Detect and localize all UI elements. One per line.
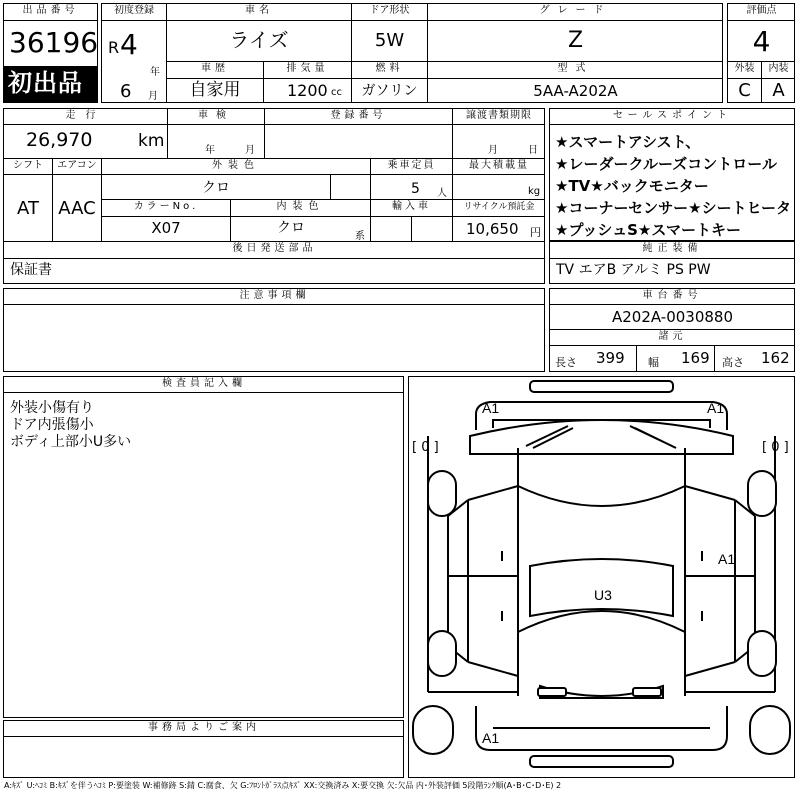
inspector-label: 検査員記入欄 — [162, 378, 246, 389]
first-listing-label: 初出品 — [8, 69, 83, 97]
width: 169 — [681, 349, 710, 367]
damage-legend: A:ｷｽﾞ U:ﾍｺﾐ B:ｷｽﾞを伴うﾍｺﾐ P:要塗装 W:補修跡 S:錆 C:腐食、欠 G:ﾌﾛﾝﾄｶﾞﾗｽ点ｷｽﾞ XX:交換済み X:要交換 欠:欠品 内･外装評価 5段階ﾗﾝｸ順(A･B･C･D･E) 2 — [4, 781, 562, 790]
sales-points-label: セールスポイント — [612, 110, 733, 121]
shift: AT — [17, 198, 39, 219]
sales-point: ★スマートアシスト、 — [555, 133, 701, 151]
history-label: 車歴 — [201, 63, 229, 74]
model-label: 型式 — [557, 63, 594, 74]
height: 162 — [761, 349, 790, 367]
length: 399 — [596, 349, 625, 367]
mileage: 26,970 — [26, 129, 93, 151]
office-label: 事務局よりご案内 — [148, 722, 260, 733]
equipment-label: 純正装備 — [642, 243, 703, 254]
chassis-label: 車台番号 — [642, 290, 703, 301]
chassis-number: A202A-0030880 — [611, 308, 734, 326]
ext-score-label: 外装 — [734, 63, 755, 74]
int-score: A — [772, 80, 785, 101]
fuel-label: 燃料 — [375, 63, 404, 74]
inspection-label: 車検 — [198, 110, 234, 121]
transfer-doc-label: 譲渡書類期限 — [466, 110, 532, 121]
color: クロ — [202, 180, 230, 196]
color-label: 外装色 — [212, 160, 260, 171]
ext-score: C — [738, 80, 751, 101]
reg-month-unit: 月 — [148, 91, 158, 102]
damage-front-left: A1 — [482, 400, 500, 416]
transfer-day-unit: 日 — [528, 145, 538, 156]
recycle-unit: 円 — [530, 226, 541, 239]
later-parts-item: 保証書 — [10, 262, 52, 278]
score: 4 — [752, 25, 771, 58]
damage-rear-left: A1 — [482, 730, 500, 746]
width-label: 幅 — [648, 356, 659, 369]
damage-roof: U3 — [594, 587, 612, 603]
length-label: 長さ — [555, 356, 577, 369]
notes-label: 注意事項欄 — [239, 290, 310, 301]
seats: 5 — [411, 181, 420, 197]
recycle-fee: 10,650 — [466, 220, 519, 238]
reg-month: 6 — [120, 81, 132, 102]
max-load-label: 最大積載量 — [469, 160, 529, 171]
car-name-label: 車名 — [245, 5, 273, 16]
transfer-month-unit: 月 — [488, 145, 498, 156]
mileage-unit: km — [138, 131, 165, 151]
damage-front-right: A1 — [707, 400, 725, 416]
aircon-label: エアコン — [57, 160, 97, 171]
sales-point: ★TV★バックモニター — [555, 177, 709, 195]
int-color-label: 内装色 — [276, 201, 325, 212]
door-label: ドア形状 — [369, 5, 410, 16]
int-score-label: 内装 — [768, 63, 789, 74]
inspection-month-unit: 月 — [245, 145, 255, 156]
mileage-label: 走行 — [65, 110, 106, 121]
lot-number: 36196 — [9, 26, 99, 59]
inspector-note: 外装小傷有り — [10, 400, 94, 416]
grade: Z — [567, 28, 584, 53]
grade-label: グレード — [539, 5, 612, 16]
damage-bumper-left: [ 0 ] — [412, 440, 439, 455]
damage-door-right: A1 — [718, 551, 736, 567]
score-label: 評価点 — [746, 5, 777, 16]
dims-label: 諸元 — [658, 331, 687, 342]
sales-point: ★レーダークルーズコントロール — [555, 155, 777, 173]
seats-label: 乗車定員 — [387, 160, 436, 171]
reg-year-unit: 年 — [150, 67, 160, 78]
recycle-label: リサイクル預託金 — [463, 202, 535, 212]
color-no-label: カラーNo. — [133, 201, 199, 212]
sales-point: ★コーナーセンサー★シートヒータ — [555, 199, 791, 217]
fuel: ガソリン — [361, 83, 418, 99]
shift-label: シフト — [13, 160, 43, 171]
reg-year: 4 — [120, 28, 138, 61]
sales-point: ★プッシュS★スマートキー — [555, 221, 742, 239]
model-code: 5AA-A202A — [533, 82, 618, 100]
max-load-unit: kg — [528, 186, 541, 197]
displacement: 1200 — [287, 81, 328, 100]
height-label: 高さ — [722, 356, 744, 369]
color-no: X07 — [151, 219, 181, 237]
inspector-note: ドア内張傷小 — [10, 417, 94, 433]
aircon: AAC — [58, 198, 96, 219]
equipment-list: TV エアB アルミ PS PW — [556, 262, 711, 278]
displacement-label: 排気量 — [286, 63, 329, 74]
era-label: R — [108, 38, 120, 57]
seats-unit: 人 — [437, 188, 447, 199]
door-type: 5W — [374, 30, 405, 51]
car-diagram — [408, 376, 795, 778]
lot-label: 出品番号 — [22, 5, 79, 16]
int-color: クロ — [277, 220, 305, 236]
first-reg-label: 初度登録 — [114, 5, 154, 16]
later-parts-label: 後日発送部品 — [232, 243, 317, 254]
int-color-unit: 系 — [355, 231, 365, 242]
import-label: 輸入車 — [392, 201, 431, 212]
plate-label: 登録番号 — [330, 110, 387, 121]
damage-bumper-right: [ 0 ] — [762, 440, 789, 455]
car-name: ライズ — [229, 28, 289, 52]
inspection-year-unit: 年 — [205, 145, 215, 156]
inspector-note: ボディ上部小U多い — [10, 434, 132, 450]
history: 自家用 — [189, 80, 241, 100]
displacement-unit: cc — [331, 87, 342, 98]
